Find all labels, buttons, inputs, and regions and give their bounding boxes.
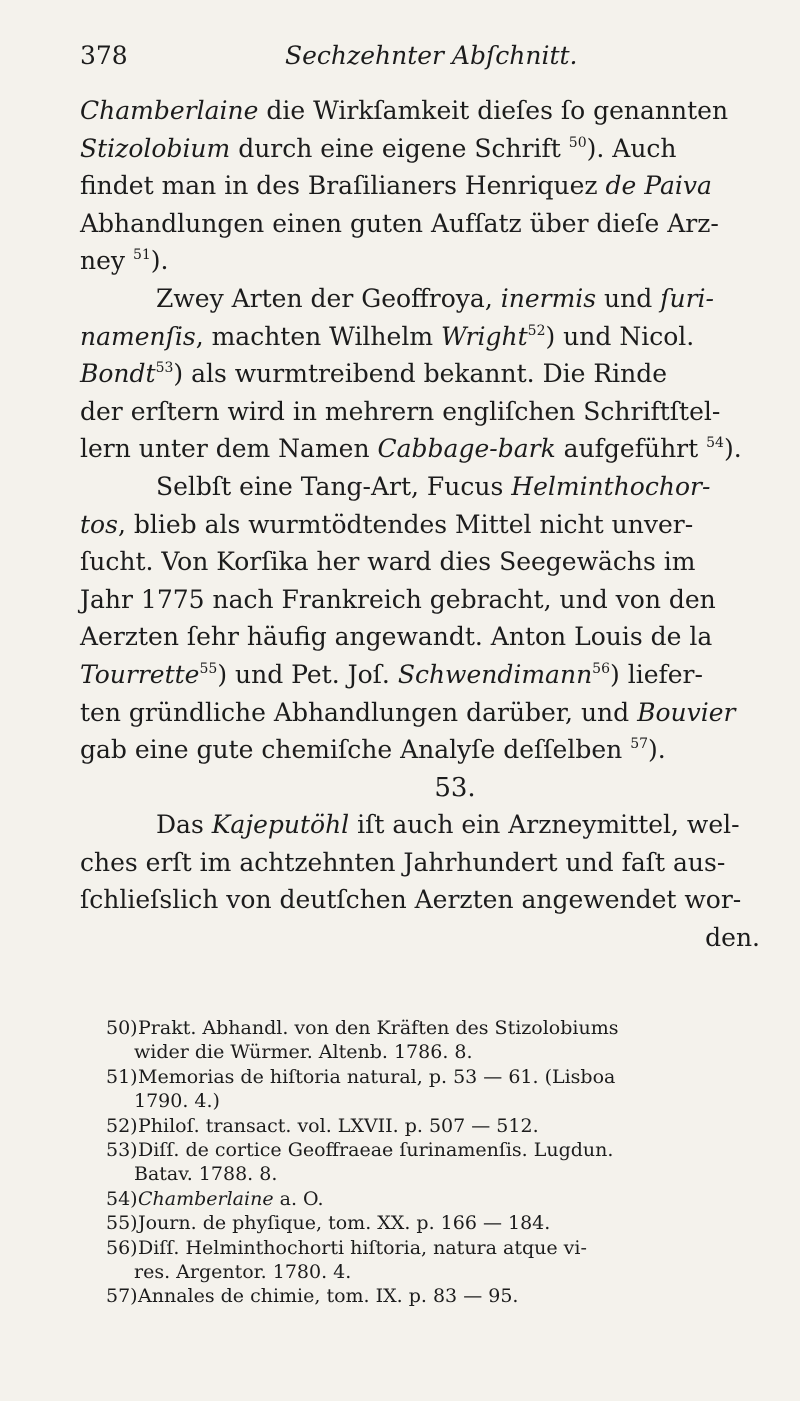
- footnote: 56)Diſſ. Helminthochorti hiſtoria, natura atque vi-: [106, 1236, 587, 1259]
- main-text: [80, 92, 760, 957]
- footnote: 50)Prakt. Abhandl. von den Kräften des Stizolobiums: [106, 1017, 619, 1039]
- text-line: Selbſt eine Tang-Art, Fucus Helminthochor-: [156, 471, 711, 501]
- text-line: Abhandlungen einen guten Aufſatz über dieſe Arz-: [80, 208, 719, 238]
- text-line: tos, blieb als wurmtödtendes Mittel nicht unver-: [80, 509, 694, 539]
- text-line: ſchlieſslich von deutſchen Aerzten angewendet wor-: [80, 885, 742, 915]
- text-line: ney $^{51}$).: [80, 246, 169, 276]
- text-line: den.: [705, 923, 760, 953]
- footnote-ref: 51: [132, 247, 151, 264]
- text-line: Das Kajeputöhl iſt auch ein Arzneymittel, wel-: [156, 810, 740, 840]
- section-heading: [80, 769, 760, 807]
- footnote-ref: 57: [630, 736, 649, 753]
- footnote-ref: 52: [527, 322, 546, 339]
- text-line: ten gründliche Abhandlungen darüber, und Bouvier: [80, 697, 736, 727]
- footnote-ref: 53: [155, 360, 174, 377]
- footnote-continuation: Batav. 1788. 8.: [134, 1163, 278, 1186]
- footnote-continuation: wider die Würmer. Altenb. 1786. 8.: [134, 1041, 473, 1064]
- section-number: 53.: [434, 772, 476, 803]
- footnote-continuation: 1790. 4.): [134, 1090, 220, 1113]
- footnote: 52)Philoſ. transact. vol. LXVII. p. 507 — 512.: [106, 1114, 539, 1137]
- footnote: 57)Annales de chimie, tom. IX. p. 83 — 95.: [106, 1285, 519, 1308]
- footnote: 54)Chamberlaine a. O.: [106, 1187, 324, 1210]
- page-number: 378: [80, 41, 128, 70]
- footnote: 53)Diſſ. de cortice Geoffraeae ſurinamenſis. Lugdun.: [106, 1139, 614, 1162]
- text-line: findet man in des Braſilianers Henriquez de Paiva: [80, 171, 712, 201]
- text-line: gab eine gute chemiſche Analyſe deſſelben $^{57}$).: [80, 735, 666, 765]
- text-line: der erſtern wird in mehrern engliſchen Schriftſtel-: [80, 396, 721, 426]
- footnote: 51)Memorias de hiſtoria natural, p. 53 — 61. (Lisboa: [106, 1065, 616, 1088]
- footnote-ref: 54: [706, 435, 724, 452]
- footnote-ref: 50: [568, 134, 587, 151]
- text-line: Zwey Arten der Geoffroya, inermis und ſuri-: [156, 283, 714, 313]
- text-line: lern unter dem Namen Cabbage-bark aufgeführt $^{54}$).: [80, 434, 742, 464]
- running-title: Sechzehnter Abſchnitt.: [285, 41, 578, 70]
- text-line: Jahr 1775 nach Frankreich gebracht, und von den: [80, 584, 716, 614]
- footnote: 55)Journ. de phyſique, tom. XX. p. 166 — 184.: [106, 1212, 551, 1235]
- footnote-ref: 56: [592, 660, 610, 677]
- text-line: Stizolobium durch eine eigene Schrift $^{50}$). Auch: [80, 133, 677, 163]
- page-header: [80, 36, 640, 76]
- text-line: Chamberlaine die Wirkſamkeit dieſes ſo genannten: [80, 96, 729, 125]
- text-line: ſucht. Von Korſika her ward dies Seegewächs im: [80, 547, 696, 577]
- text-line: Aerzten ſehr häufig angewandt. Anton Louis de la: [80, 622, 713, 652]
- text-line: Tourrette$^{55}$) und Pet. Joſ. Schwendimann$^{56}$) liefer-: [80, 659, 703, 689]
- text-line: Bondt$^{53}$) als wurmtreibend bekannt. Die Rinde: [80, 359, 668, 389]
- text-line: ches erſt im achtzehnten Jahrhundert und faſt aus-: [80, 847, 726, 877]
- footnotes: [106, 1016, 760, 1309]
- footnote-ref: 55: [199, 660, 218, 677]
- footnote-continuation: res. Argentor. 1780. 4.: [134, 1261, 352, 1284]
- text-line: namenſis, machten Wilhelm Wright$^{52}$) und Nicol.: [80, 321, 695, 351]
